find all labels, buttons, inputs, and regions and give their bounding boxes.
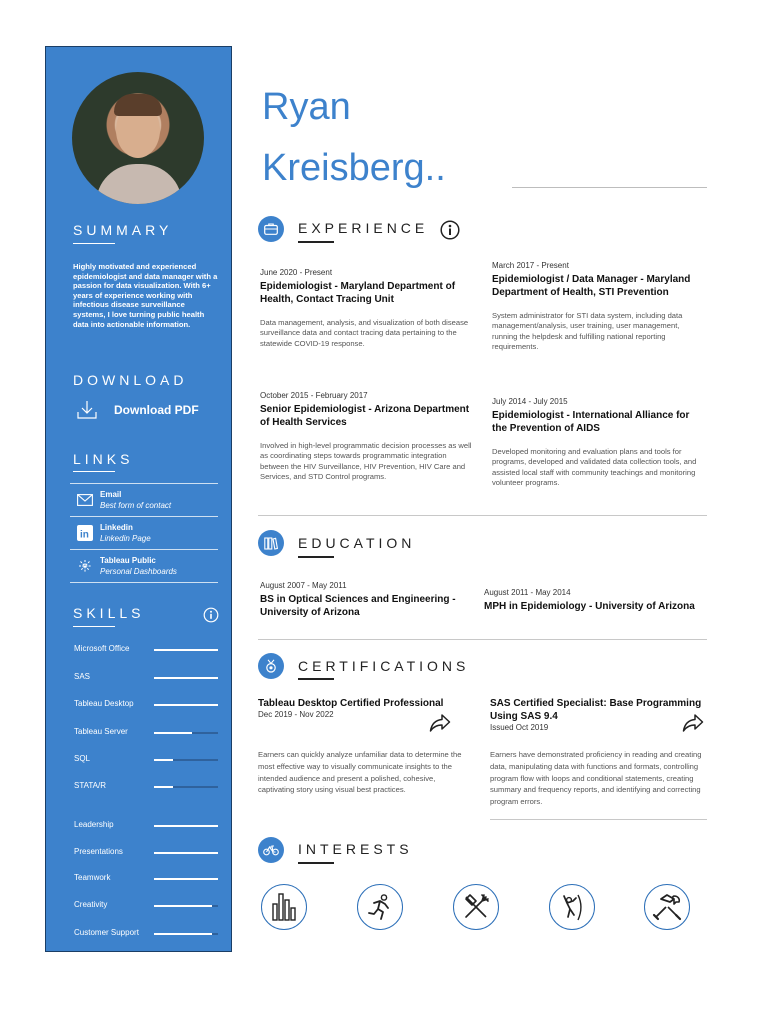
experience-title: Senior Epidemiologist - Arizona Department of Health Services: [260, 404, 470, 428]
skill-row: [74, 928, 219, 942]
certification-entry: [258, 697, 473, 796]
education-entry: [260, 581, 474, 619]
share-icon[interactable]: [429, 713, 451, 733]
skill-name: SQL: [74, 754, 91, 763]
skill-row: [74, 727, 219, 741]
interest-diy: [644, 884, 690, 930]
rock-climbing-icon: [558, 893, 586, 921]
skill-name: STATA/R: [74, 781, 106, 790]
skill-bar-fill: [154, 677, 218, 679]
skill-bar: [154, 759, 218, 761]
interest-running: [357, 884, 403, 930]
experience-entry: [260, 268, 474, 349]
interests-heading: INTERESTS: [298, 841, 413, 857]
education-date: August 2011 - May 2014: [484, 588, 571, 597]
skill-bar-fill: [154, 732, 192, 734]
links-heading-underline: [73, 471, 115, 472]
certification-date: Dec 2019 - Nov 2022: [258, 710, 334, 719]
skills-info-icon[interactable]: [203, 607, 219, 623]
skills-heading-underline: [73, 626, 115, 627]
experience-description: Data management, analysis, and visualization of both disease surveillance data and contact tracing data pertaining to the statewide COVID-19 response.: [260, 318, 469, 348]
skill-bar-fill: [154, 825, 218, 827]
certifications-divider: [490, 819, 707, 820]
download-icon: [76, 399, 98, 421]
skill-row: [74, 900, 219, 914]
certification-title: SAS Certified Specialist: Base Programming Using SAS 9.4: [490, 698, 702, 722]
link-tableau-title: Tableau Public: [100, 555, 156, 565]
runner-icon: [366, 893, 394, 921]
skill-bar-fill: [154, 649, 218, 651]
skill-name: Customer Support: [74, 928, 139, 937]
skill-row: [74, 754, 219, 768]
skill-bar-fill: [154, 905, 212, 907]
interest-cooking: [453, 884, 499, 930]
certification-description: Earners can quickly analyze unfamiliar data to determine the most effective way to visually communicate insights to the intended audience and present a polished, cohesive, captivating story using visual best practices.: [258, 750, 462, 795]
experience-description: System administrator for STI data system, including data management/analysis, user training, user management, running the helpdesk and fulfilling national reporting requirements.: [492, 311, 683, 352]
link-email[interactable]: [70, 483, 218, 516]
link-linkedin-title: Linkedin: [100, 522, 133, 532]
skill-row: [74, 847, 219, 861]
svg-text:in: in: [80, 529, 89, 541]
certifications-heading: CERTIFICATIONS: [298, 658, 470, 674]
education-heading-underline: [298, 556, 334, 558]
education-date: August 2007 - May 2011: [260, 581, 347, 590]
skill-row: [74, 873, 219, 887]
skill-bar-fill: [154, 878, 218, 880]
experience-info-icon[interactable]: [440, 220, 460, 240]
bar-chart-icon: [271, 892, 297, 922]
skill-row: [74, 672, 219, 686]
skill-bar: [154, 852, 218, 854]
skill-bar: [154, 825, 218, 827]
skill-name: Tableau Server: [74, 727, 128, 736]
education-divider: [258, 639, 707, 640]
experience-heading-underline: [298, 241, 334, 243]
experience-title: Epidemiologist - International Alliance for the Prevention of AIDS: [492, 410, 690, 434]
link-email-subtitle: Best form of contact: [100, 500, 172, 510]
skill-row: [74, 644, 219, 658]
skill-row: [74, 781, 219, 795]
summary-text: Highly motivated and experienced epidemiologist and data manager with a passion for data visualization. With 6+ years of experience working with infectious disease surveillance systems, I love turning public health data into actionable information.: [73, 262, 218, 329]
experience-entry: [260, 391, 474, 483]
skill-bar: [154, 878, 218, 880]
skill-bar: [154, 905, 218, 907]
certification-title: Tableau Desktop Certified Professional: [258, 698, 444, 709]
link-tableau-subtitle: Personal Dashboards: [100, 566, 177, 576]
fork-knife-icon: [462, 893, 490, 921]
education-section-icon: [258, 530, 284, 556]
last-name: Kreisberg..: [262, 147, 446, 189]
interests-heading-underline: [298, 862, 334, 864]
skill-bar: [154, 677, 218, 679]
certifications-section-icon: [258, 653, 284, 679]
links-heading: LINKS: [73, 451, 134, 467]
summary-heading: SUMMARY: [73, 222, 173, 238]
links-divider: [70, 582, 218, 583]
link-tableau-public[interactable]: [70, 549, 218, 582]
link-linkedin-subtitle: Linkedin Page: [100, 533, 151, 543]
skill-bar-fill: [154, 759, 173, 761]
education-title: BS in Optical Sciences and Engineering - University of Arizona: [260, 594, 456, 618]
interest-data-visualization: [261, 884, 307, 930]
education-heading: EDUCATION: [298, 535, 416, 551]
experience-date: July 2014 - July 2015: [492, 397, 568, 406]
profile-photo: [72, 72, 204, 204]
skill-name: Leadership: [74, 820, 114, 829]
books-icon: [264, 537, 278, 550]
briefcase-icon: [264, 223, 278, 235]
envelope-icon: [77, 494, 93, 506]
certification-entry: [490, 697, 705, 808]
skill-bar: [154, 786, 218, 788]
skill-name: Creativity: [74, 900, 108, 909]
education-entry: [484, 588, 708, 613]
name-divider: [512, 187, 707, 188]
skill-bar-fill: [154, 704, 218, 706]
skill-bar-fill: [154, 786, 173, 788]
experience-description: Developed monitoring and evaluation plans and tools for programs, developed and validated data collection tools, and assisted local staff with community teachings and monitoring volunteer programs.: [492, 447, 697, 488]
download-heading: DOWNLOAD: [73, 372, 188, 388]
medal-icon: [264, 659, 278, 673]
skill-bar: [154, 704, 218, 706]
skill-name: Presentations: [74, 847, 123, 856]
bicycle-icon: [263, 844, 279, 856]
experience-title: Epidemiologist / Data Manager - Maryland Department of Health, STI Prevention: [492, 274, 691, 298]
experience-date: June 2020 - Present: [260, 268, 333, 277]
skill-bar: [154, 732, 218, 734]
skill-name: Tableau Desktop: [74, 699, 134, 708]
certifications-heading-underline: [298, 678, 334, 680]
tools-icon: [652, 893, 682, 921]
link-email-title: Email: [100, 489, 122, 499]
link-linkedin[interactable]: [70, 516, 218, 549]
linkedin-icon: [77, 525, 93, 541]
skill-bar-fill: [154, 852, 218, 854]
experience-title: Epidemiologist - Maryland Department of Health, Contact Tracing Unit: [260, 281, 456, 305]
interests-section-icon: [258, 837, 284, 863]
tableau-icon: [77, 558, 93, 574]
education-title: MPH in Epidemiology - University of Arizona: [484, 601, 695, 612]
experience-date: October 2015 - February 2017: [260, 391, 368, 400]
skill-bar: [154, 649, 218, 651]
certification-date: Issued Oct 2019: [490, 723, 549, 732]
certification-description: Earners have demonstrated proficiency in reading and creating data, manipulating data with functions and formats, controlling program flow with loops and conditional statements, creating summary and frequency reports, and identifying and correcting program errors.: [490, 750, 702, 807]
first-name: Ryan: [262, 86, 351, 128]
experience-section-icon: [258, 216, 284, 242]
experience-description: Involved in high-level programmatic decision processes as well as coordinating steps towards programmatic integration between the HIV Surveillance, HIV Prevention, HIV Care and Services, and STD Control programs.: [260, 441, 472, 482]
skill-bar-fill: [154, 933, 212, 935]
skill-name: Microsoft Office: [74, 644, 130, 653]
share-icon[interactable]: [682, 713, 704, 733]
experience-entry: [492, 397, 706, 489]
experience-date: March 2017 - Present: [492, 261, 569, 270]
skill-name: Teamwork: [74, 873, 111, 882]
download-pdf-label: Download PDF: [114, 403, 199, 417]
skill-bar: [154, 933, 218, 935]
experience-heading: EXPERIENCE: [298, 220, 429, 236]
skills-heading: SKILLS: [73, 605, 145, 621]
skill-row: [74, 699, 219, 713]
skill-name: SAS: [74, 672, 91, 681]
download-pdf-button[interactable]: [76, 399, 199, 421]
skill-row: [74, 820, 219, 834]
experience-entry: [492, 261, 706, 353]
summary-heading-underline: [73, 243, 115, 244]
experience-divider: [258, 515, 707, 516]
interest-climbing: [549, 884, 595, 930]
sidebar: [45, 46, 232, 952]
